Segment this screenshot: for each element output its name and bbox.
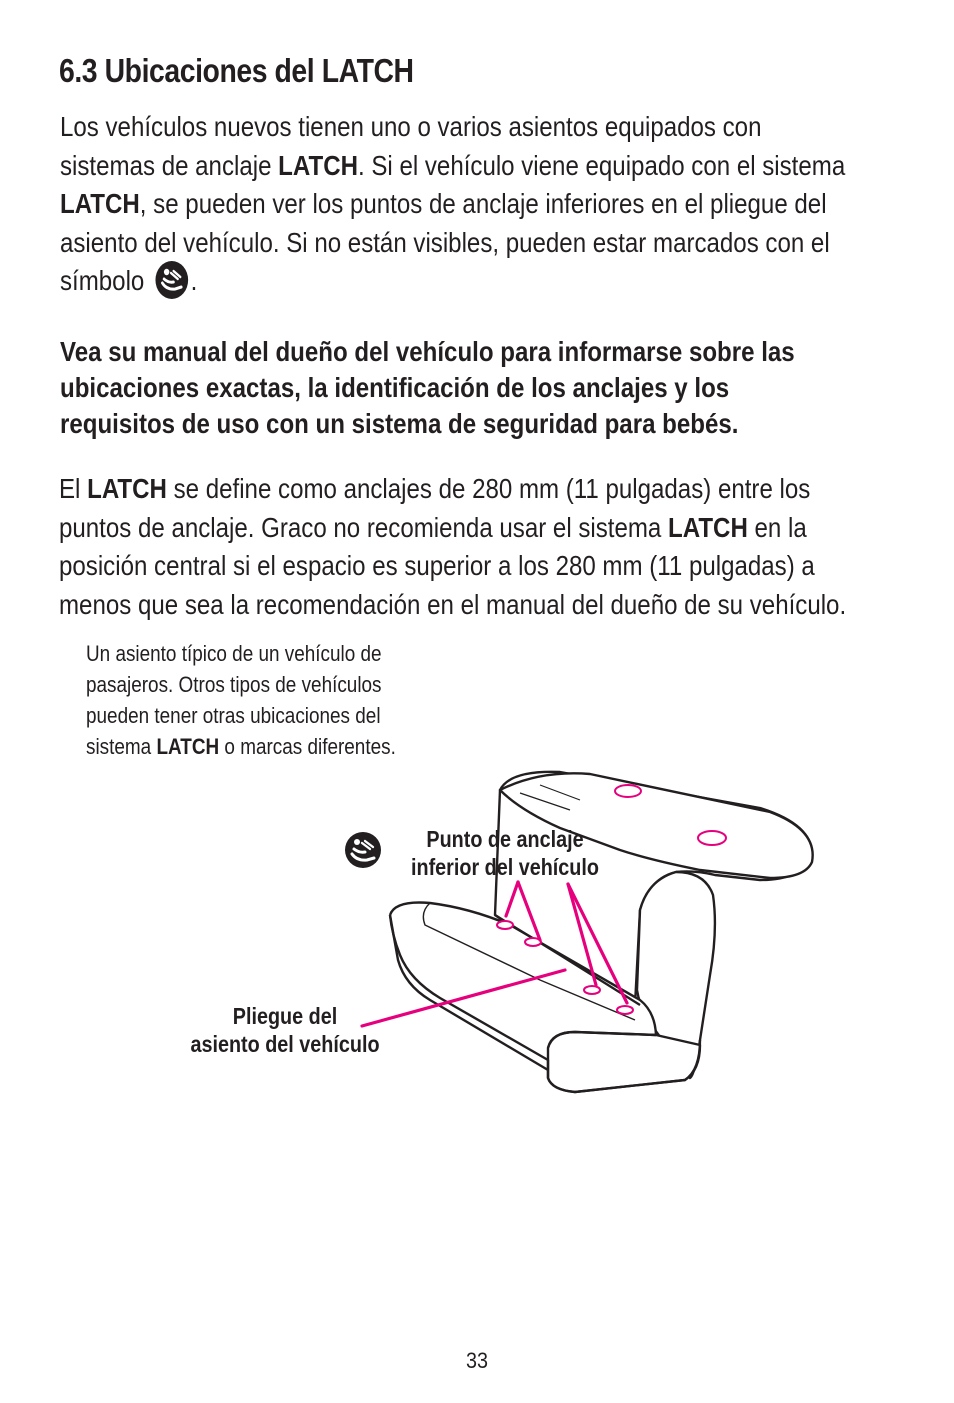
section-title: 6.3 Ubicaciones del LATCH xyxy=(59,52,414,89)
notice-line: ubicaciones exactas, la identificación de los anclajes y los xyxy=(60,372,730,403)
seat-crease-label: Pliegue del asiento del vehículo xyxy=(190,1003,380,1057)
anchor-marking xyxy=(584,986,600,994)
notice-line: Vea su manual del dueño del vehículo para informarse sobre las xyxy=(60,336,795,367)
intro-line: LATCH, se pueden ver los puntos de anclaje inferiores en el pliegue del xyxy=(60,188,827,219)
anchor-marking xyxy=(615,785,641,797)
definition-line: puntos de anclaje. Graco no recomienda usar el sistema LATCH en la xyxy=(59,511,807,543)
definition-line: El LATCH se define como anclajes de 280 mm (11 pulgadas) entre los xyxy=(59,473,811,504)
anchor-marking xyxy=(698,831,726,845)
latch-anchor-symbol-icon xyxy=(345,832,381,868)
latch-term: LATCH xyxy=(87,473,167,504)
intro-line: símbolo . xyxy=(60,262,845,301)
latch-term: LATCH xyxy=(156,734,220,759)
figure-caption: Un asiento típico de un vehículo de pasajeros. Otros tipos de vehículos pueden tener otras ubicaciones del sistema LATCH o marcas diferentes. xyxy=(86,641,396,759)
definition-line: menos que sea la recomendación en el manual del dueño de su vehículo. xyxy=(59,588,847,620)
intro-line: asiento del vehículo. Si no están visibles, pueden estar marcados con el xyxy=(60,226,830,258)
intro-line: Los vehículos nuevos tienen uno o varios asientos equipados con xyxy=(60,111,762,142)
latch-term: LATCH xyxy=(278,149,358,181)
anchor-point-label: Punto de anclaje inferior del vehículo xyxy=(411,826,599,880)
notice-line: requisitos de uso con un sistema de seguridad para bebés. xyxy=(60,408,739,439)
latch-term: LATCH xyxy=(60,188,140,219)
anchor-marking xyxy=(497,921,513,929)
page-number: 33 xyxy=(465,1348,489,1373)
intro-line: sistemas de anclaje LATCH. Si el vehículo viene equipado con el sistema xyxy=(60,149,846,181)
latch-term: LATCH xyxy=(668,511,748,543)
anchor-marking xyxy=(617,1006,633,1014)
definition-line: posición central si el espacio es superior a los 280 mm (11 pulgadas) a xyxy=(59,550,815,581)
